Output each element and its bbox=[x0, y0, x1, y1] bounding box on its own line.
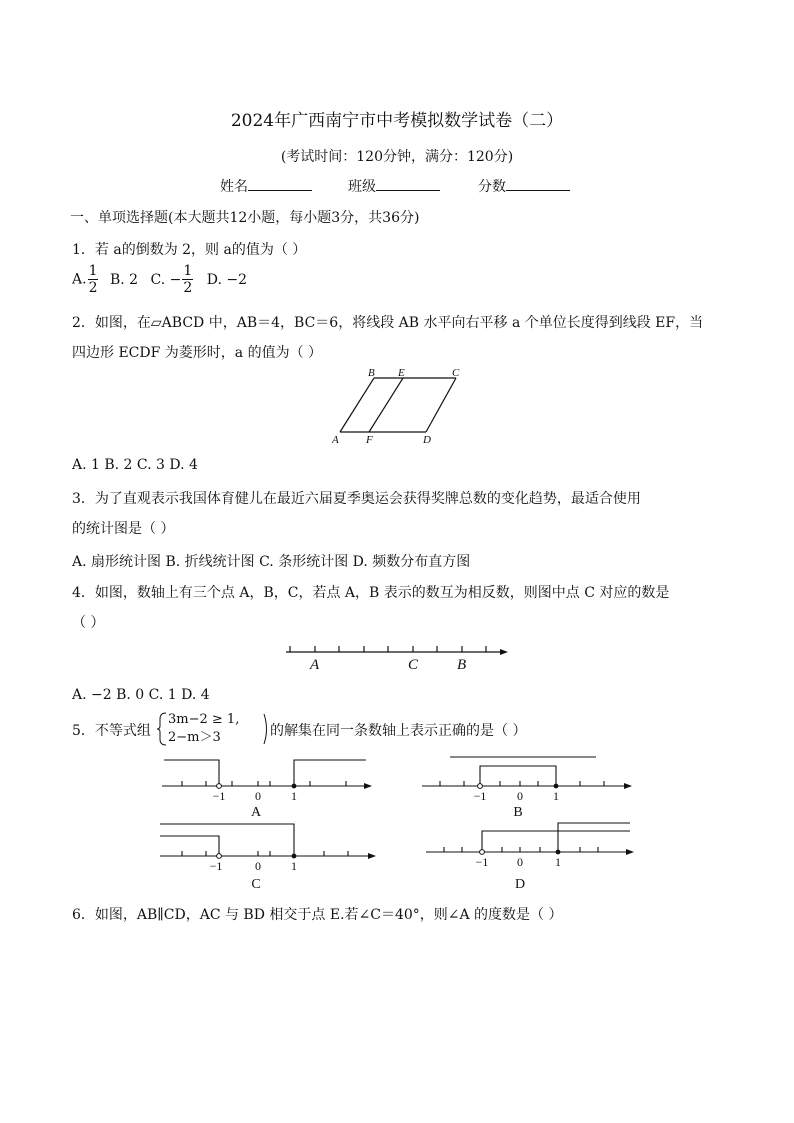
svg-text:1: 1 bbox=[553, 789, 559, 803]
svg-text:1: 1 bbox=[291, 789, 297, 803]
score-blank[interactable] bbox=[506, 176, 570, 191]
svg-text:0: 0 bbox=[255, 859, 261, 873]
ray-short bbox=[160, 836, 219, 856]
ray-left bbox=[164, 760, 219, 786]
name-label: 姓名 bbox=[220, 179, 248, 195]
question-3-options: A. 扇形统计图 B. 折线统计图 C. 条形统计图 D. 频数分布直方图 bbox=[72, 554, 471, 570]
q1-option-d: D. −2 bbox=[206, 271, 247, 288]
question-2-line1: 2．如图，在▱ABCD 中，AB＝4，BC＝6，将线段 AB 水平向右平移 a 个单位长度得到线段 EF，当 bbox=[72, 315, 704, 331]
open-point bbox=[217, 784, 222, 789]
q1-option-a-label: A. bbox=[72, 271, 87, 288]
svg-text:−1: −1 bbox=[475, 855, 489, 869]
svg-text:−1: −1 bbox=[212, 789, 226, 803]
question-1-options bbox=[72, 263, 247, 296]
class-blank[interactable] bbox=[376, 176, 440, 191]
question-2-line2: 四边形 ECDF 为菱形时，a 的值为（ ） bbox=[72, 345, 323, 361]
section-heading: 一、单项选择题(本大题共12小题，每小题3分，共36分) bbox=[70, 210, 420, 226]
name-field bbox=[220, 176, 312, 196]
svg-text:0: 0 bbox=[255, 789, 261, 803]
question-6-stem: 6．如图，AB∥CD，AC 与 BD 相交于点 E.若∠C＝40°，则∠A 的度数是（ ） bbox=[72, 907, 563, 923]
q5-figure-b bbox=[420, 752, 634, 820]
label-F: F bbox=[366, 434, 373, 446]
label-C: C bbox=[452, 367, 460, 379]
label-D: D bbox=[423, 434, 431, 446]
option-c-label: C bbox=[251, 877, 261, 892]
segment-ab bbox=[340, 378, 374, 432]
exam-subtitle: (考试时间：120分钟，满分：120分) bbox=[280, 149, 514, 165]
q1-option-c-fraction: $\frac{1}{2}$ bbox=[183, 263, 193, 296]
q1-option-a-fraction: $\frac{1}{2}$ bbox=[88, 263, 98, 296]
svg-text:1: 1 bbox=[291, 859, 297, 873]
label-A: A bbox=[332, 434, 339, 446]
question-3-line1: 3．为了直观表示我国体育健儿在最近六届夏季奥运会获得奖牌总数的变化趋势，最适合使用 bbox=[72, 491, 641, 507]
svg-text:−1: −1 bbox=[473, 789, 487, 803]
point-B-label: B bbox=[457, 657, 467, 673]
q5-figure-c bbox=[158, 818, 380, 894]
question-2-options: A. 1 B. 2 C. 3 D. 4 bbox=[72, 457, 198, 473]
interval bbox=[480, 766, 556, 786]
q5-figure-a bbox=[160, 752, 374, 820]
question-5-suffix: 的解集在同一条数轴上表示正确的是（ ） bbox=[270, 723, 527, 739]
svg-text:0: 0 bbox=[517, 789, 523, 803]
svg-text:−1: −1 bbox=[209, 859, 223, 873]
ray-long bbox=[160, 824, 294, 856]
q5-figure-d bbox=[424, 818, 636, 894]
segment-ef bbox=[369, 378, 403, 432]
option-d-label: D bbox=[514, 877, 526, 892]
label-B: B bbox=[368, 367, 375, 379]
option-a-label: A bbox=[250, 805, 262, 820]
ray-from-neg1 bbox=[482, 831, 630, 852]
left-brace-icon bbox=[156, 711, 168, 747]
parallelogram-figure bbox=[326, 366, 476, 448]
question-5-prefix: 5．不等式组 bbox=[72, 723, 151, 739]
score-label: 分数 bbox=[478, 179, 506, 195]
name-blank[interactable] bbox=[248, 176, 312, 191]
svg-text:0: 0 bbox=[517, 855, 523, 869]
closed-point bbox=[292, 784, 297, 789]
class-field bbox=[348, 176, 440, 196]
option-b-label: B bbox=[513, 805, 523, 820]
point-C-label: C bbox=[408, 657, 419, 673]
number-line-figure bbox=[282, 640, 514, 674]
point-A-label: A bbox=[310, 657, 320, 673]
class-label: 班级 bbox=[348, 179, 376, 195]
arrow-icon bbox=[500, 649, 508, 655]
q1-option-c-label: C. − bbox=[150, 271, 182, 288]
svg-text:1: 1 bbox=[555, 855, 561, 869]
exam-title: 2024年广西南宁市中考模拟数学试卷（二） bbox=[230, 111, 564, 131]
right-paren-icon bbox=[262, 712, 270, 746]
ray-right bbox=[294, 760, 366, 786]
question-3-line2: 的统计图是（ ） bbox=[72, 521, 175, 537]
label-E: E bbox=[398, 367, 405, 379]
question-1-stem: 1．若 a的倒数为 2，则 a的值为（ ） bbox=[72, 242, 307, 258]
question-4-line2: （ ） bbox=[72, 615, 105, 631]
inequality-2: 2−m＞3 bbox=[168, 730, 221, 745]
question-4-line1: 4．如图，数轴上有三个点 A，B，C，若点 A，B 表示的数互为相反数，则图中点 C 对应的数是 bbox=[72, 585, 670, 601]
q1-option-b: B. 2 bbox=[109, 271, 139, 288]
ray-from-1 bbox=[558, 823, 630, 852]
segment-cd bbox=[426, 378, 456, 432]
inequality-1: 3m−2 ≥ 1, bbox=[168, 712, 240, 727]
question-4-options: A. −2 B. 0 C. 1 D. 4 bbox=[72, 687, 210, 703]
score-field bbox=[478, 176, 570, 196]
